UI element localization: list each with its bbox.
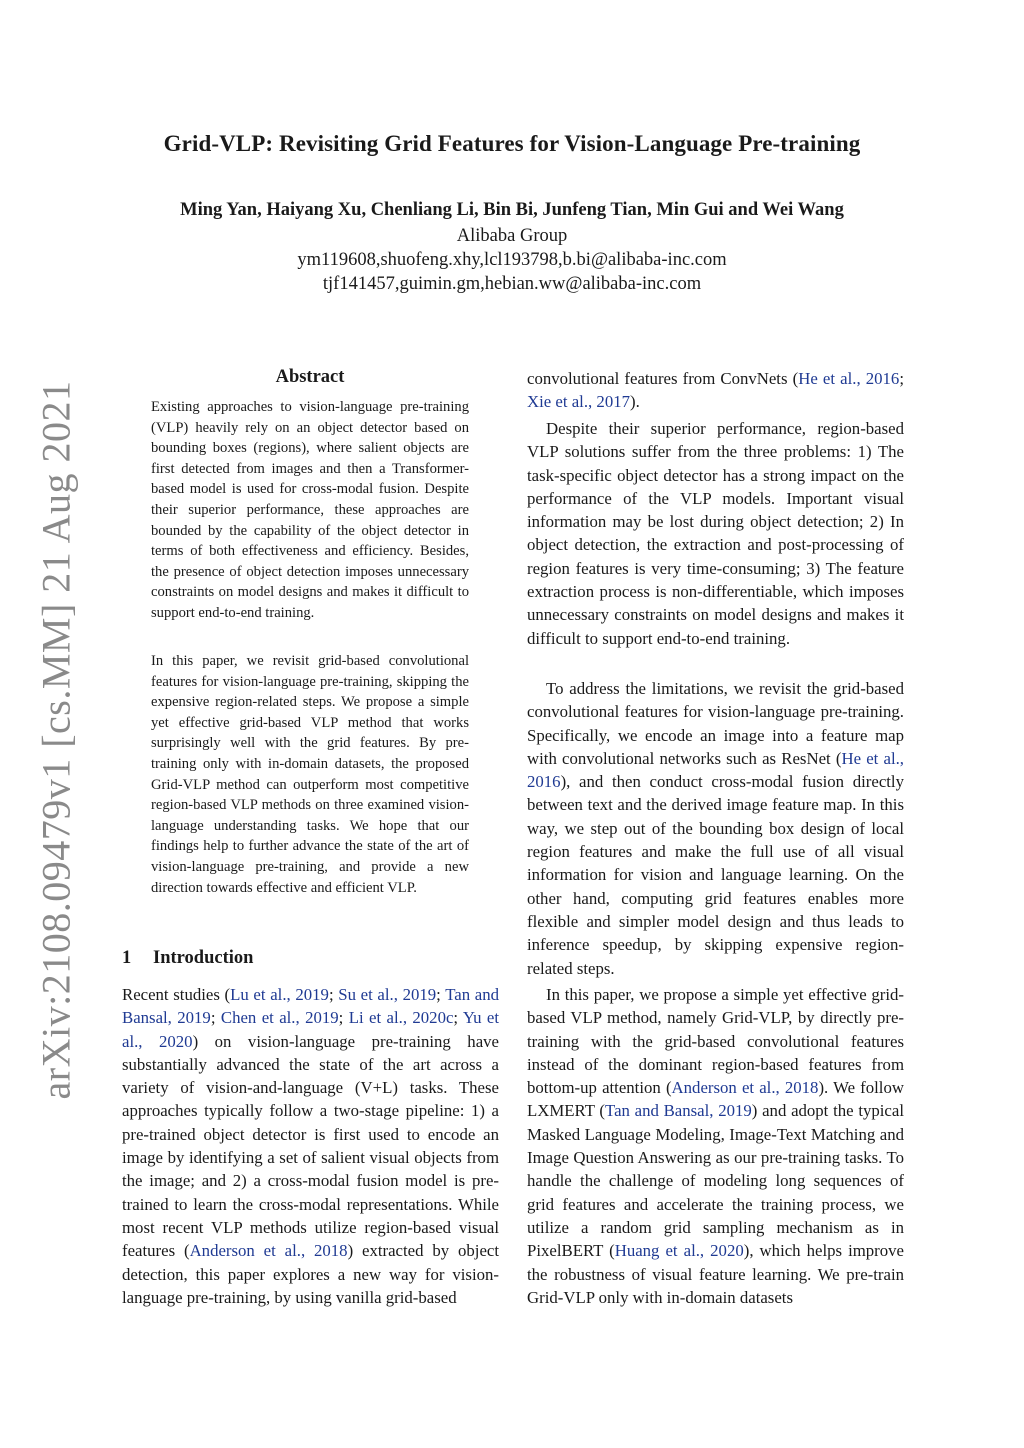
citation-link[interactable]: Xie et al., 2017 bbox=[527, 392, 630, 412]
abstract-paragraph-2: In this paper, we revisit grid-based convolutional features for vision-language pre-training, skipping the expensive region-related steps. We propose a simple yet effective grid-based VLP method that works surprisingly well with the grid features. By pre-training only with in-domain datasets, the proposed Grid-VLP method can outperform most competitive region-based VLP methods on three examined vision-language understanding tasks. We hope that our findings help to further advance the state of the art of vision-language pre-training, and provide a new direction towards effective and efficient VLP. bbox=[151, 653, 469, 896]
intro-paragraph-3 bbox=[527, 677, 904, 980]
text-run: ; bbox=[338, 1008, 349, 1028]
text-run: ). bbox=[630, 392, 640, 412]
text-run: ), and then conduct cross-modal fusion directly between text and the derived image feature map. In this way, we step out of the bounding box design of local region features and make the full use of all visual information for vision and language learning. On the other hand, computing grid features enables more flexible and simpler model design and thus leads to inference speedup, by skipping expensive region-related steps. bbox=[527, 772, 904, 978]
text-run: ) on vision-language pre-training have substantially advanced the state of the art across a variety of vision-and-language (V+L) tasks. These approaches typically follow a two-stage pipeline: 1) a pre-trained object detector is first used to encode an image by identifying a set of salient visual objects from the image; and 2) a cross-modal fusion model is pre-trained to learn the cross-modal representations. While most recent VLP methods utilize region-based visual features ( bbox=[122, 1031, 499, 1261]
citation-link[interactable]: Su et al., 2019 bbox=[338, 985, 437, 1004]
text-run: ; bbox=[210, 1008, 221, 1028]
affiliation: Alibaba Group bbox=[456, 226, 568, 246]
citation-link[interactable]: Anderson et al., 2018 bbox=[671, 1078, 819, 1098]
citation-link[interactable]: He et al., 2016 bbox=[527, 748, 904, 792]
citation-link[interactable]: Tan and Bansal, 2019 bbox=[605, 1101, 752, 1121]
affiliation-block bbox=[0, 224, 1024, 296]
citation-link[interactable]: Li et al., 2020c bbox=[348, 1008, 454, 1028]
text-run: ; bbox=[899, 369, 904, 388]
text-run: ; bbox=[453, 1008, 463, 1028]
email-line-2: tjf141457,guimin.gm,hebian.ww@alibaba-inc.com bbox=[322, 274, 702, 294]
abstract-paragraph-1: Existing approaches to vision-language pre-training (VLP) heavily rely on an object detector based on bounding boxes (regions), where salient objects are first detected from images and then a Transformer-based model is used for cross-modal fusion. Despite their superior performance, these approaches are bounded by the capability of the object detector in terms of both effectiveness and efficiency. Besides, the presence of object detection imposes unnecessary constraints on model designs and makes it difficult to support end-to-end training. bbox=[151, 399, 469, 621]
section-heading-introduction bbox=[122, 948, 253, 969]
intro-paragraph-1 bbox=[122, 983, 499, 1309]
intro-paragraph-continued bbox=[527, 367, 904, 414]
paper-title: Grid-VLP: Revisiting Grid Features for Vision-Language Pre-training bbox=[163, 131, 861, 156]
citation-link[interactable]: Huang et al., 2020 bbox=[614, 1241, 744, 1261]
section-number: 1 bbox=[122, 948, 132, 968]
citation-link[interactable]: Chen et al., 2019 bbox=[220, 1008, 339, 1028]
citation-link[interactable]: He et al., 2016 bbox=[798, 369, 900, 388]
text-run: In this paper, we propose a simple yet effective grid-based VLP method, namely Grid-VLP, by directly pre-training with the grid-based convolutional features instead of the dominant region-based features from bottom-up attention ( bbox=[527, 985, 904, 1098]
email-line-1: ym119608,shuofeng.xhy,lcl193798,b.bi@alibaba-inc.com bbox=[297, 250, 727, 270]
arxiv-stamp: arXiv:2108.09479v1 [cs.MM] 21 Aug 2021 bbox=[33, 380, 79, 1100]
text-run: ; bbox=[328, 985, 339, 1004]
intro-paragraph-4 bbox=[527, 983, 904, 1309]
citation-link[interactable]: Yu et al., 2020 bbox=[122, 1008, 500, 1051]
abstract-heading: Abstract bbox=[275, 367, 345, 387]
text-run: ), which helps improve the robustness of visual feature learning. We pre-train Grid-VLP only with in-domain datasets bbox=[527, 1241, 904, 1307]
citation-link[interactable]: Lu et al., 2019 bbox=[230, 985, 329, 1004]
text-run: ; bbox=[436, 985, 446, 1004]
citation-link[interactable]: Tan and Bansal, 2019 bbox=[122, 985, 499, 1028]
section-title: Introduction bbox=[153, 948, 254, 968]
citation-link[interactable]: Anderson et al., 2018 bbox=[189, 1241, 348, 1261]
text-run: ) and adopt the typical Masked Language Modeling, Image-Text Matching and Image Question Answering as our pre-training tasks. To handle the challenge of modeling long sequences of grid features and accelerate the training process, we utilize a random grid sampling mechanism as in PixelBERT ( bbox=[527, 1101, 904, 1261]
author-list: Ming Yan, Haiyang Xu, Chenliang Li, Bin Bi, Junfeng Tian, Min Gui and Wei Wang bbox=[180, 200, 844, 220]
text-run: ) extracted by object detection, this paper explores a new way for vision-language pre-training, by using vanilla grid-based bbox=[122, 1241, 499, 1307]
text-run: To address the limitations, we revisit the grid-based convolutional features for vision-language pre-training. Specifically, we encode an image into a feature map with convolutional networks such as ResNet ( bbox=[527, 679, 904, 768]
intro-paragraph-2: Despite their superior performance, region-based VLP solutions suffer from the three problems: 1) The task-specific object detector has a strong impact on the performance of the VLP models. Important visual information may be lost during object detection; 2) In object detection, the extraction and post-processing of region features is very time-consuming; 3) The feature extraction process is non-differentiable, which imposes unnecessary constraints on model designs and makes it difficult to support end-to-end training. bbox=[527, 419, 904, 648]
text-run: convolutional features from ConvNets ( bbox=[527, 369, 799, 388]
text-run: ). We follow LXMERT ( bbox=[527, 1078, 904, 1121]
text-run: Recent studies ( bbox=[122, 985, 231, 1004]
